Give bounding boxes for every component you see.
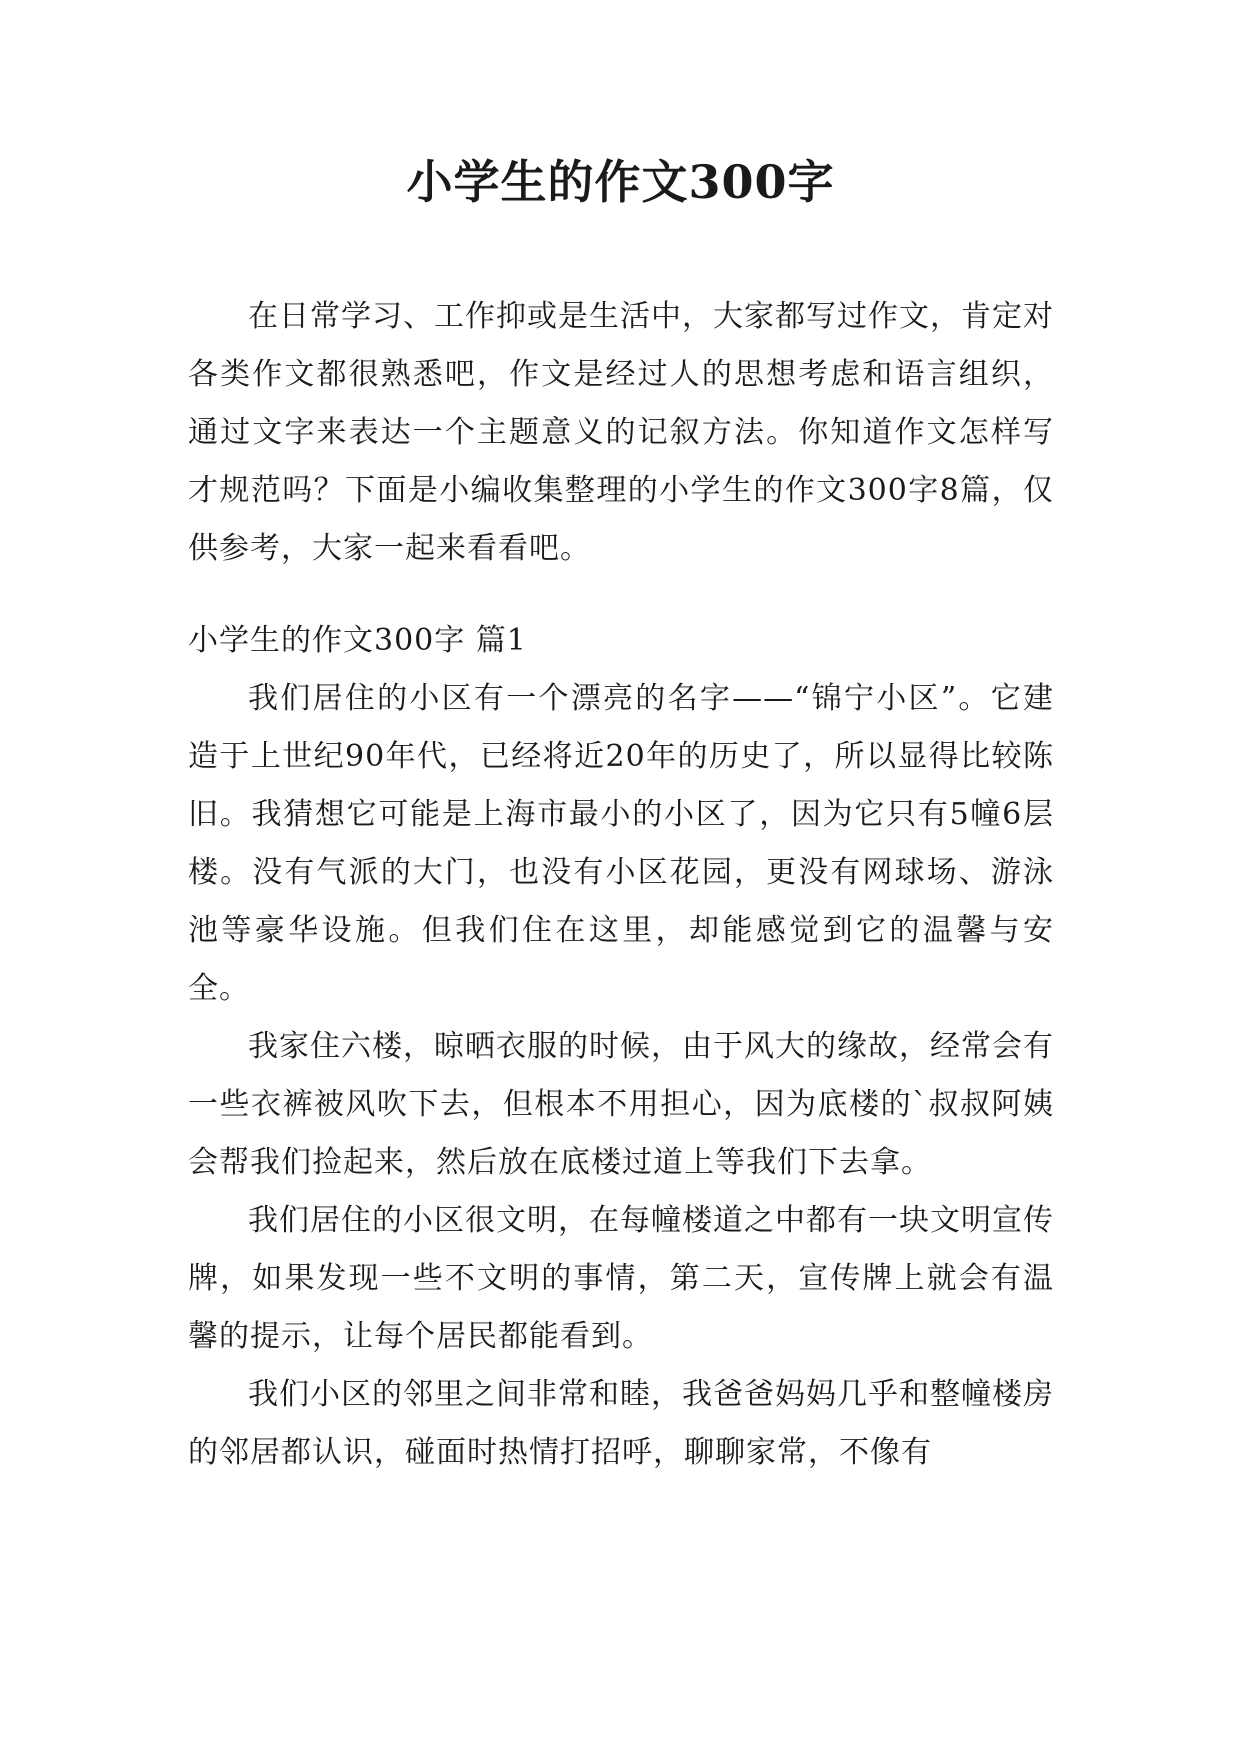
body-paragraph-3: 我们居住的小区很文明，在每幢楼道之中都有一块文明宣传牌，如果发现一些不文明的事情，第二天，宣传牌上就会有温馨的提示，让每个居民都能看到。 — [188, 1203, 1054, 1354]
body-paragraph-4: 我们小区的邻里之间非常和睦，我爸爸妈妈几乎和整幢楼房的邻居都认识，碰面时热情打招呼，聊聊家常，不像有 — [188, 1377, 1054, 1470]
body-paragraph-1: 我们居住的小区有一个漂亮的名字——“锦宁小区”。它建造于上世纪90年代，已经将近20年的历史了，所以显得比较陈旧。我猜想它可能是上海市最小的小区了，因为它只有5幢6层楼。没有气派的大门，也没有小区花园，更没有网球场、游泳池等豪华设施。但我们住在这里，却能感觉到它的温馨与安全。 — [188, 681, 1054, 1006]
document-body — [188, 288, 1054, 1482]
body-paragraph-2: 我家住六楼，晾晒衣服的时候，由于风大的缘故，经常会有一些衣裤被风吹下去，但根本不用担心，因为底楼的`叔叔阿姨会帮我们捡起来，然后放在底楼过道上等我们下去拿。 — [188, 1029, 1054, 1180]
document-title: 小学生的作文300字 — [406, 155, 835, 209]
section-heading: 小学生的作文300字 篇1 — [188, 623, 527, 658]
intro-paragraph: 在日常学习、工作抑或是生活中，大家都写过作文，肯定对各类作文都很熟悉吧，作文是经过人的思想考虑和语言组织，通过文字来表达一个主题意义的记叙方法。你知道作文怎样写才规范吗？下面是小编收集整理的小学生的作文300字8篇，仅供参考，大家一起来看看吧。 — [188, 299, 1054, 566]
